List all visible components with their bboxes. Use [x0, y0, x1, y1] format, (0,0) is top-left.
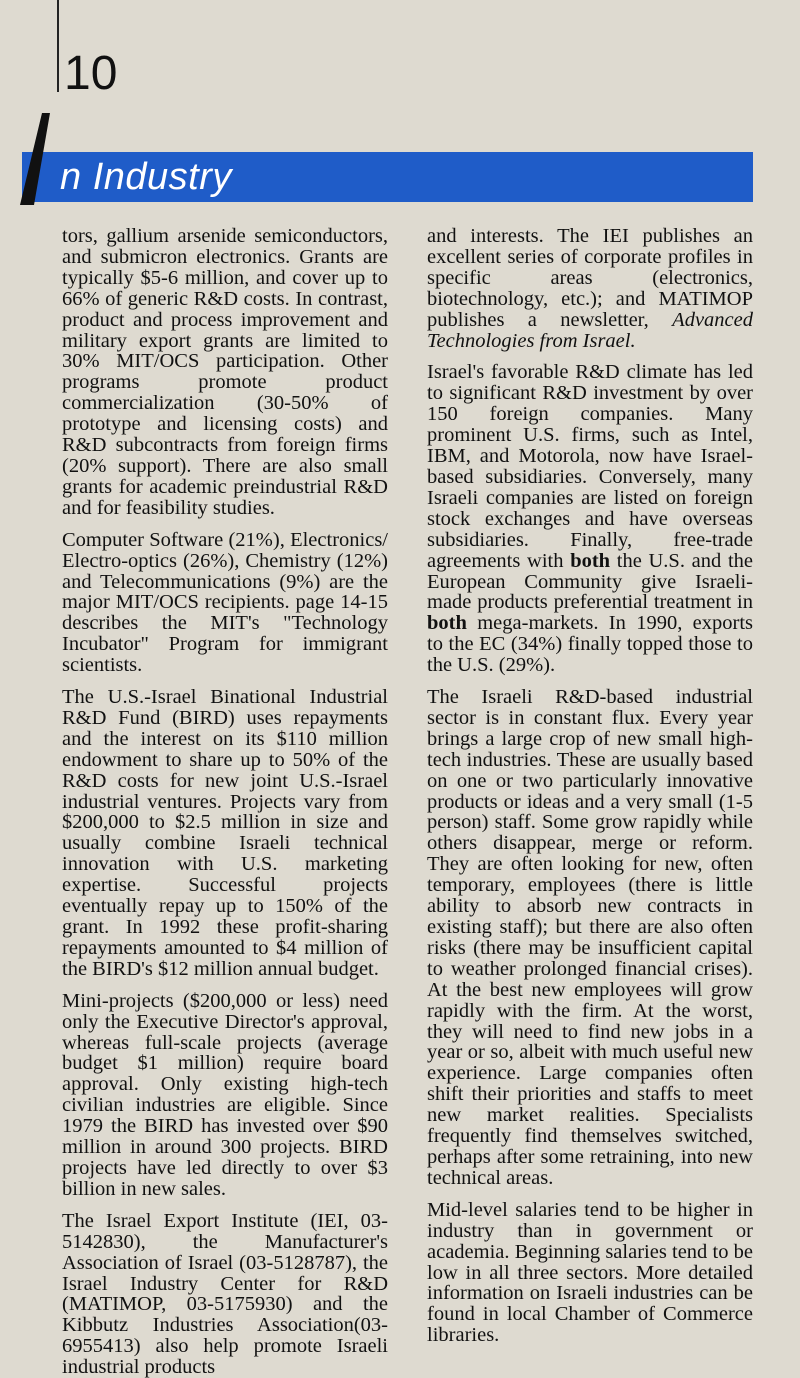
paragraph: Mini-projects ($200,000 or less) need only the Executive Director's approval, whereas full-scale projects (average budget $1 million) require board approval. Only existing high-tech civilian industries are eligible. Since 1979 the BIRD has invested over $90 million in around 300 projects. BIRD projects have led directly to over $3 billion in new sales. — [62, 989, 388, 1200]
text-run: the U.S. and the European Community give Israeli-made products preferential treatment in — [427, 549, 753, 614]
banner-slash-mark — [20, 113, 60, 205]
paragraph: The Israel Export Institute (IEI, 03-5142830), the Manufacturer's Association of Israel (03-5128787), the Israel Industry Center for R&D (MATIMOP, 03-5175930) and the Kibbutz Industries Association(03- 6955413) also help promote Israeli industrial products — [62, 1209, 388, 1378]
text-run: Israel's favorable R&D climate has led to significant R&D investment by over 150 foreign companies. Many prominent U.S. firms, such as Intel, IBM, and Motorola, now have Israel-based subsidiaries. Conversely, many Israeli companies are listed on foreign stock exchanges and have overseas subsidiaries. Finally, free-trade agreements with — [427, 361, 753, 572]
paragraph: Mid-level salaries tend to be higher in industry than in government or academia. Beginning salaries tend to be low in all three sectors. More detailed information on Israeli industries can be found in local Chamber of Commerce libraries. — [427, 1198, 753, 1347]
paragraph — [427, 226, 753, 351]
left-column — [62, 226, 388, 1378]
paragraph: tors, gallium arsenide semiconductors, and submicron electronics. Grants are typically $5-6 million, and cover up to 66% of generic R&D costs. In contrast, product and process improvement and military export grants are limited to 30% MIT/OCS participation. Other programs promote product commercialization (30-50% of prototype and licensing costs) and R&D subcontracts from foreign firms (20% support). There are also small grants for academic preindustrial R&D and for feasibility studies. — [62, 225, 388, 519]
paragraph — [427, 362, 753, 676]
paragraph: The U.S.-Israel Binational Industrial R&D Fund (BIRD) uses repayments and the interest on its $110 million endowment to share up to 50% of the R&D costs for new joint U.S.-Israel industrial ventures. Projects vary from $200,000 to $2.5 million in size and usually combine Israeli technical innovation with U.S. marketing expertise. Successful projects eventually repay up to 150% of the grant. In 1992 these profit-sharing repayments amounted to $4 million of the BIRD's $12 million annual budget. — [62, 686, 388, 980]
page-number: 10 — [64, 47, 118, 100]
page-number-rule — [57, 0, 59, 92]
emphasis: both — [427, 612, 467, 635]
section-title: n Industry — [60, 156, 232, 198]
text-run: mega-markets. In 1990, exports to the EC (34%) finally topped those to the U.S. (29%). — [427, 612, 753, 677]
newsletter-title: Advanced Technologies from Israel. — [427, 308, 753, 352]
text-run: and interests. The IEI publishes an excellent series of corporate profiles in specific areas (electronics, biotechnology, etc.); and MATIMOP publishes a newsletter, — [427, 225, 753, 331]
paragraph: Computer Software (21%), Electronics/ Electro-optics (26%), Chemistry (12%) and Telecommunications (9%) are the major MIT/OCS recipients. page 14-15 describes the MIT's "Technology Incubator" Program for immigrant scientists. — [62, 528, 388, 677]
emphasis: both — [570, 549, 611, 572]
right-column — [427, 226, 753, 1346]
paragraph: The Israeli R&D-based industrial sector is in constant flux. Every year brings a large crop of new small high-tech industries. These are usually based on one or two particularly innovative products or ideas and a very small (1-5 person) staff. Some grow rapidly while others disappear, merge or reform. They are often looking for new, often temporary, employees (there is little ability to absorb new contracts in existing staff); but there are also often risks (there may be insufficient capital to weather prolonged financial crises). At the best new employees will grow rapidly with the firm. At the worst, they will need to find new jobs in a year or so, albeit with much useful new experience. Large companies often shift their priorities and staffs to meet new market realities. Specialists frequently find themselves switched, perhaps after some retraining, into new technical areas. — [427, 686, 753, 1189]
